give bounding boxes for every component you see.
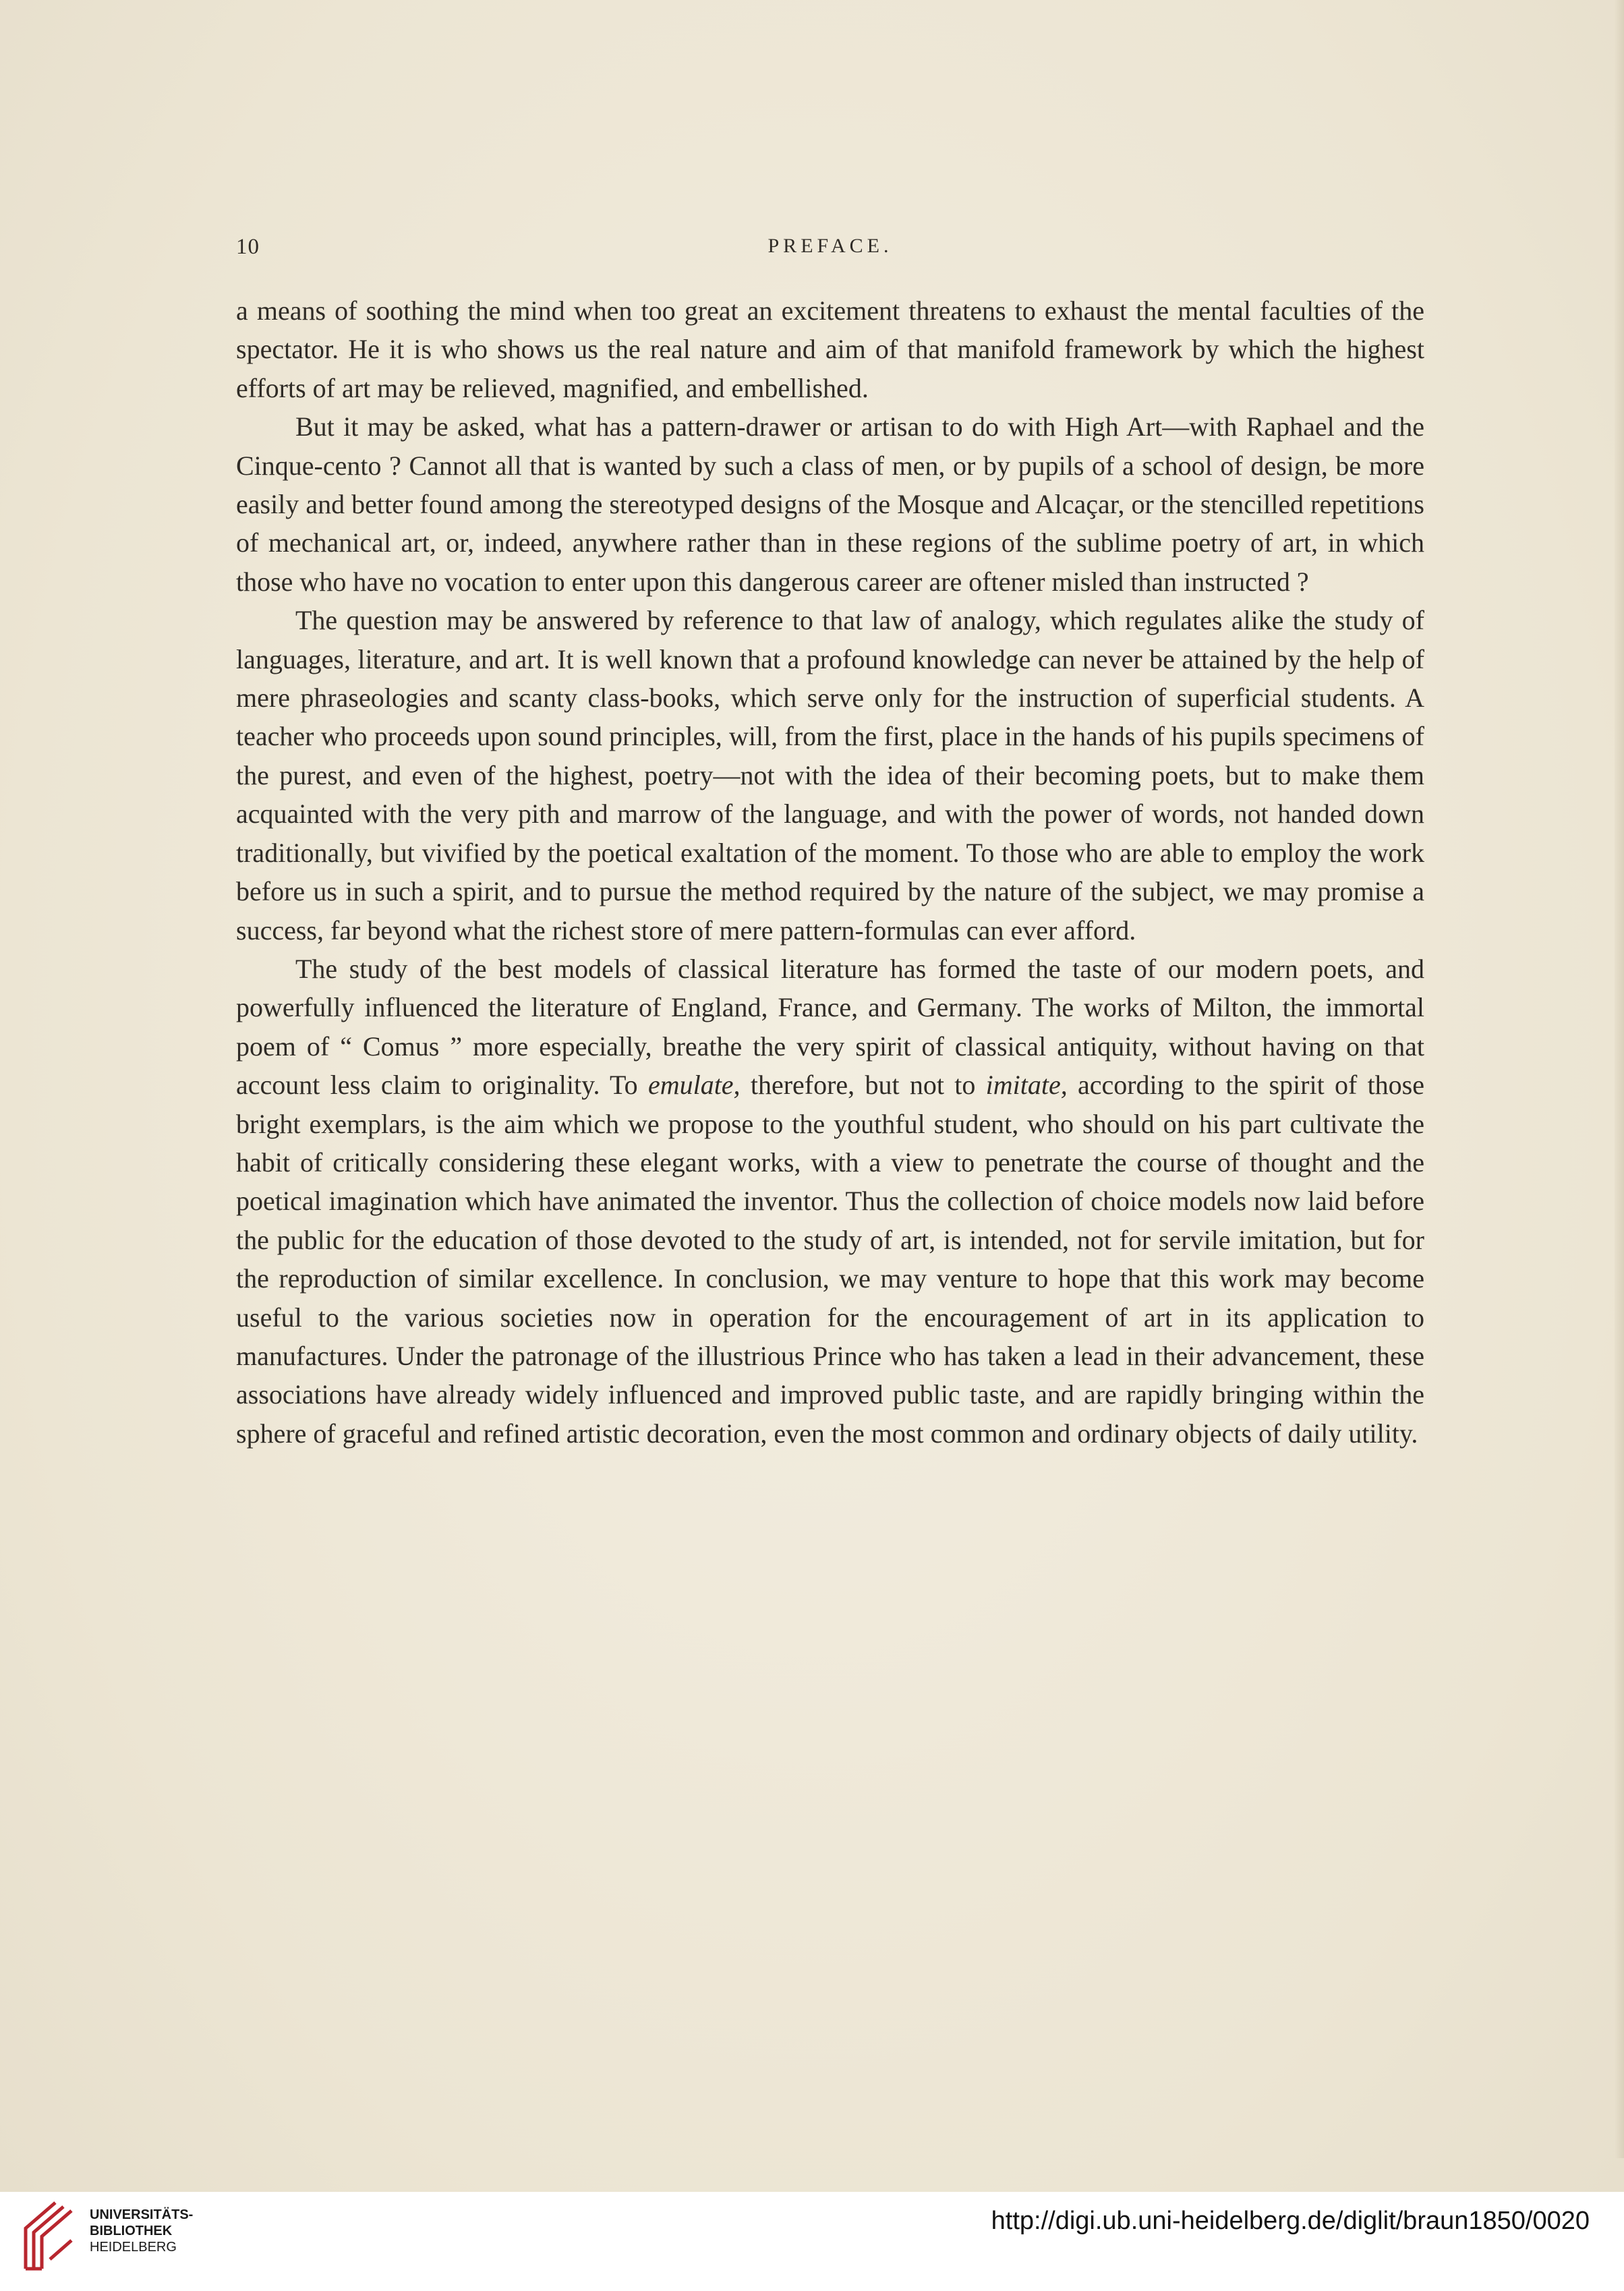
paragraph-4-part-c: according to the spirit of those bright exemplars, is the aim which we propose to the youthful student, who should on his part cultivate the habit of critically considering these elegant works, with a view to penetrate the course of thought and the poetical imagination which have animated the inventor. Thus the collection of choice models now laid before the public for the education of those devoted to the study of art, is intended, not for servile imitation, but for the reproduction of similar excellence. In conclusion, we may venture to hope that this work may become useful to the various societies now in operation for the encouragement of art in its application to manufactures. Under the patronage of the illustrious Prince who has taken a lead in their advancement, these associations have already widely influenced and improved public taste, and are rapidly bringing within the sphere of graceful and refined artistic decoration, even the most common and ordinary objects of daily utility.: [236, 1070, 1424, 1449]
digitization-footer: [0, 2192, 1624, 2291]
page-header: [236, 235, 1424, 264]
library-name-line-3: HEIDELBERG: [90, 2240, 177, 2255]
library-name-line-1: UNIVERSITÄTS-: [90, 2207, 194, 2222]
running-head: PREFACE.: [767, 235, 893, 257]
library-name-line-2: BIBLIOTHEK: [90, 2224, 173, 2238]
paragraph-3: The question may be answered by reference to that law of analogy, which regulates alike the study of languages, literature, and art. It is well known that a profound knowledge can never be attained by the help of mere phraseologies and scanty class-books, which serve only for the instruction of superficial students. A teacher who proceeds upon sound principles, will, from the first, place in the hands of his pupils specimens of the purest, and even of the highest, poetry—not with the idea of their becoming poets, but to make them acquainted with the very pith and marrow of the language, and with the power of words, not handed down traditionally, but vivified by the poetical exaltation of the moment. To those who are able to employ the work before us in such a spirit, and to pursue the method required by the nature of the subject, we may promise a success, far beyond what the richest store of mere pattern-formulas can ever afford.: [236, 605, 1424, 946]
paragraph-4: [236, 950, 1424, 1453]
paragraph-4-part-a: The study of the best models of classical literature has formed the taste of our modern poets, and powerfully influenced the literature of England, France, and Germany. The works of Milton, the immortal poem of “ Comus ” more especially, breathe the very spirit of classical antiquity, without having on that account less claim to originality. To: [236, 953, 1424, 1101]
university-library-logo-icon[interactable]: [20, 2199, 74, 2274]
body-text: [236, 291, 1424, 1453]
paragraph-4-part-b: therefore, but not to: [740, 1070, 986, 1101]
page-edge-shadow: [1615, 0, 1624, 2158]
page-number: 10: [236, 235, 260, 259]
emphasis-imitate: imitate,: [985, 1070, 1068, 1101]
paragraph-2: But it may be asked, what has a pattern-drawer or artisan to do with High Art—with Raphael and the Cinque-cento ? Cannot all that is wanted by such a class of men, or by pupils of a school of design, be more easily and better found among the stereotyped designs of the Mosque and Alcaçar, or the stencilled repetitions of mechanical art, or, indeed, anywhere rather than in these regions of the sublime poetry of art, in which those who have no vocation to enter upon this dangerous career are oftener misled than instructed ?: [236, 411, 1424, 597]
emphasis-emulate: emulate,: [647, 1070, 741, 1101]
paragraph-1: a means of soothing the mind when too great an excitement threatens to exhaust the mental faculties of the spectator. He it is who shows us the real nature and aim of that manifold framework by which the highest efforts of art may be relieved, magnified, and embellished.: [236, 295, 1424, 403]
permalink-url[interactable]: http://digi.ub.uni-heidelberg.de/diglit/braun1850/0020: [991, 2207, 1590, 2235]
library-name: [90, 2207, 193, 2255]
